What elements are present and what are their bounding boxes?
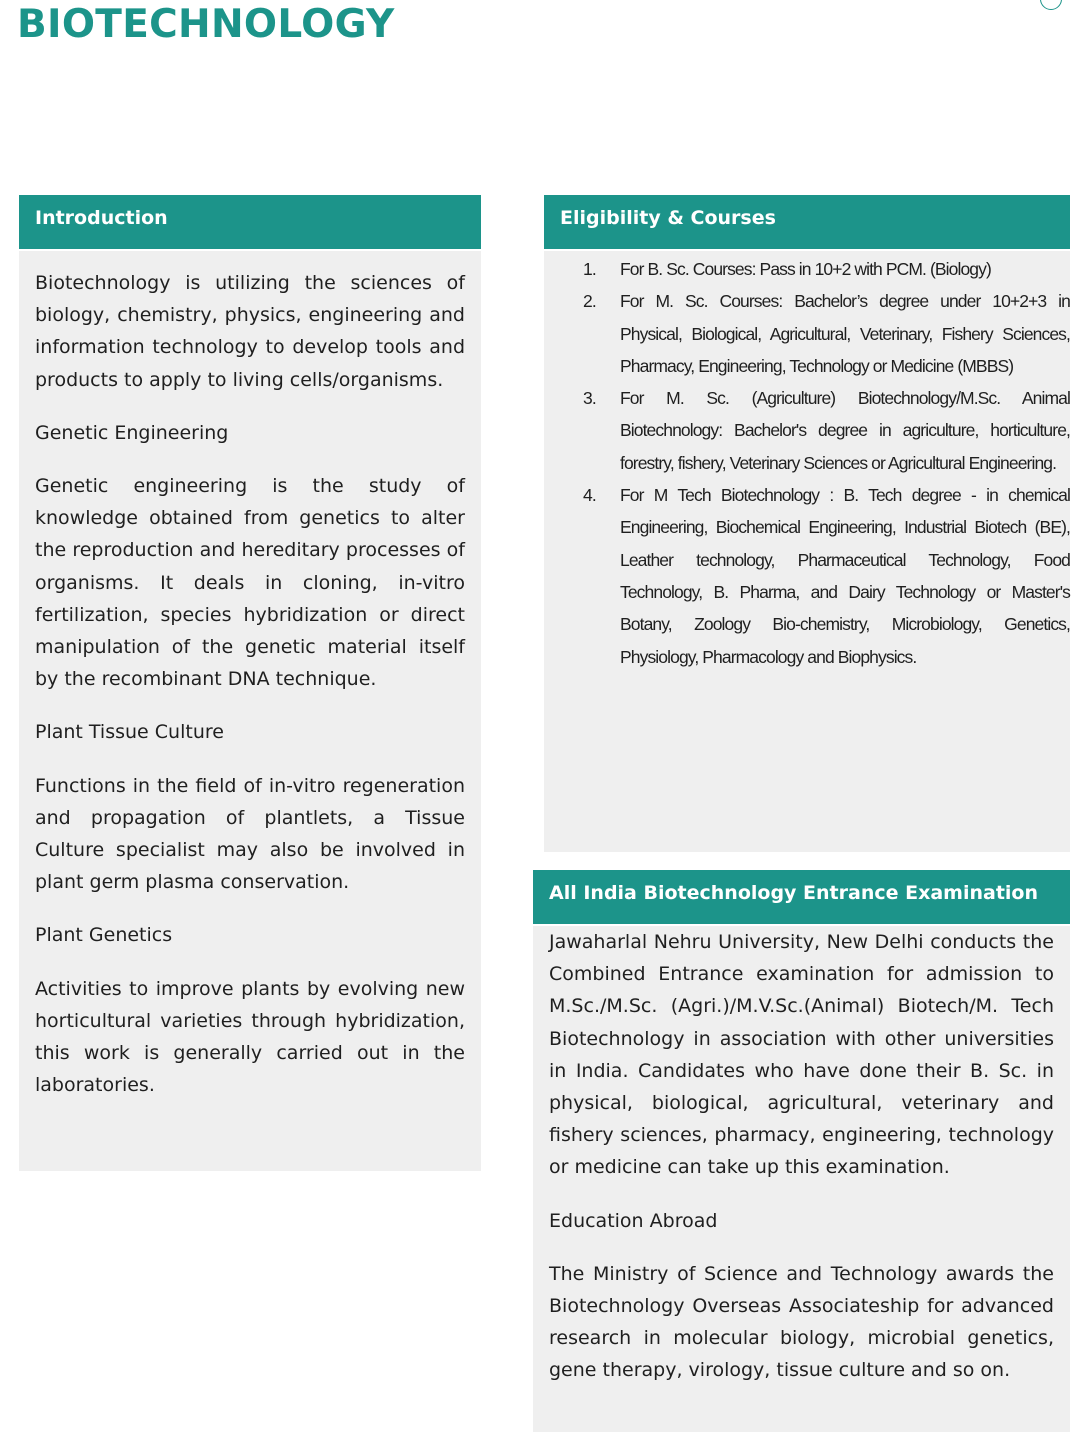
list-item-number: 4. — [583, 485, 596, 506]
introduction-body — [19, 251, 481, 1101]
plant-tissue-culture-paragraph: Functions in the field of in-vitro regeneration and propagation of plantlets, a Tissue Culture specialist may also be involved in plant germ plasma conservation. — [35, 774, 465, 894]
education-abroad-paragraph: The Ministry of Science and Technology awards the Biotechnology Overseas Associateship for advanced research in molecular biology, microbial genetics, gene therapy, virology, tissue culture and so on. — [549, 1262, 1054, 1382]
genetic-engineering-paragraph: Genetic engineering is the study of knowledge obtained from genetics to alter the reproduction and hereditary processes of organisms. It deals in cloning, in-vitro fertilization, species hybridization or direct manipulation of the genetic material itself by the recombinant DNA technique. — [35, 475, 465, 691]
list-item-number: 3. — [583, 388, 596, 409]
eligibility-list — [544, 253, 1070, 673]
entrance-exam-heading: All India Biotechnology Entrance Examination — [533, 870, 1070, 926]
list-item-number: 2. — [583, 291, 596, 312]
eligibility-panel — [544, 195, 1070, 852]
list-item-text: For M. Sc. (Agriculture) Biotechnology/M.Sc. Animal Biotechnology: Bachelor's degree in agriculture, horticulture, forestry, fishery, Veterinary Sciences or Agricultural Engineering. — [620, 388, 1070, 473]
corner-circle-decoration — [1040, 0, 1062, 10]
list-item-text: For M Tech Biotechnology : B. Tech degree - in chemical Engineering, Biochemical Engineering, Industrial Biotech (BE), Leather technology, Pharmaceutical Technology, Food Technology, B. Pharma, and Dairy Technology or Master's Botany, Zoology Bio-chemistry, Microbiology, Genetics, Physiology, Pharmacology and Biophysics. — [620, 485, 1070, 667]
list-item-text: For M. Sc. Courses: Bachelor’s degree under 10+2+3 in Physical, Biological, Agricultural, Veterinary, Fishery Sciences, Pharmacy, Engineering, Technology or Medicine (MBBS) — [620, 291, 1070, 376]
eligibility-body — [544, 251, 1070, 673]
plant-tissue-culture-subheading: Plant Tissue Culture — [35, 721, 224, 744]
eligibility-heading: Eligibility & Courses — [544, 195, 1070, 251]
entrance-exam-body — [533, 926, 1070, 1387]
genetic-engineering-subheading: Genetic Engineering — [35, 421, 229, 444]
list-item — [544, 479, 1070, 673]
list-item-text: For B. Sc. Courses: Pass in 10+2 with PCM. (Biology) — [620, 259, 991, 279]
entrance-exam-paragraph: Jawaharlal Nehru University, New Delhi conducts the Combined Entrance examination for admission to M.Sc./M.Sc. (Agri.)/M.V.Sc.(Animal) Biotech/M. Tech Biotechnology in association with other universities in India. Candidates who have done their B. Sc. in physical, biological, agricultural, veterinary and fishery sciences, pharmacy, engineering, technology or medicine can take up this examination. — [549, 931, 1054, 1179]
list-item — [544, 382, 1070, 479]
page-title: BIOTECHNOLOGY — [17, 2, 395, 47]
list-item — [544, 285, 1070, 382]
education-abroad-subheading: Education Abroad — [549, 1209, 718, 1232]
introduction-paragraph: Biotechnology is utilizing the sciences of biology, chemistry, physics, engineering and information technology to develop tools and products to apply to living cells/organisms. — [35, 272, 465, 391]
plant-genetics-subheading: Plant Genetics — [35, 924, 173, 947]
entrance-exam-panel — [533, 870, 1070, 1432]
list-item — [544, 253, 1070, 285]
list-item-number: 1. — [583, 259, 596, 279]
plant-genetics-paragraph: Activities to improve plants by evolving new horticultural varieties through hybridization, this work is generally carried out in the laboratories. — [35, 977, 465, 1097]
introduction-panel — [19, 195, 481, 1171]
introduction-heading: Introduction — [19, 195, 481, 251]
